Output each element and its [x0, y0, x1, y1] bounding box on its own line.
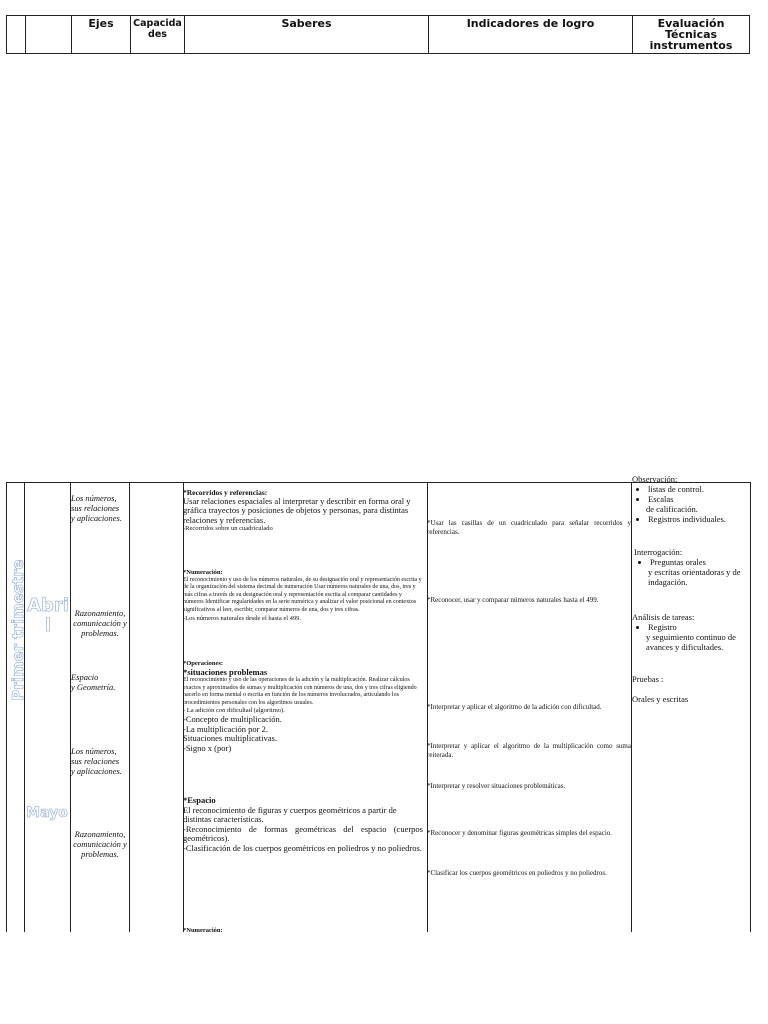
saber-operaciones — [183, 660, 423, 753]
eval-pruebas-title: Pruebas : — [632, 674, 664, 684]
eval-analisis — [632, 612, 750, 652]
eval-item: • listas de control. — [648, 484, 750, 494]
saber-espacio — [183, 796, 423, 853]
indicador-3: *Interpretar y aplicar el algoritmo de la adición con dificultad. — [427, 703, 602, 711]
eval-item: • Registro — [648, 622, 750, 632]
month-may: Mayo — [26, 805, 68, 821]
indicador-6: *Reconocer y denominar figuras geométricas simples del espacio. — [427, 829, 613, 837]
eval-item-cont: y escritas orientadoras y de indagación. — [648, 567, 741, 587]
eval-title: Observación: — [632, 474, 678, 484]
saber-title: *Espacio — [183, 795, 216, 805]
saber-item: -Clasificación de los cuerpos geométricos en poliedros y no poliedros. — [183, 842, 422, 853]
saber-text: El reconocimiento de figuras y cuerpos geométricos a partir de distintas características. — [183, 804, 397, 824]
saber-title: *Operaciones: — [183, 660, 224, 667]
month-april: Abri l — [27, 595, 69, 636]
table-divider — [24, 482, 25, 932]
eval-interrogacion — [634, 547, 752, 587]
saber-item: -Los números naturales desde el hasta el 499. — [183, 614, 302, 622]
saber-text: El reconocimiento y uso de los números naturales, de su designación oral y representación escrita y de la organización del sistema decimal de numeración Usar números naturales de una, dos, tres y más cifras a través de su designación oral y representación escrita al comparar cantidades y números Identificar regularidades en la serie numérica y analizar el valor posicional en contextos significativos al leer, escribir, comparar números de una, dos y tres cifras. — [183, 576, 422, 613]
eval-item: • Registros individuales. — [648, 514, 750, 524]
header-evaluacion: Evaluación Técnicas instrumentos — [649, 17, 733, 52]
eje-razonamiento-2: Razonamiento, comunicación y problemas. — [73, 829, 127, 859]
eval-item-cont: y seguimiento continuo de avances y dificultades. — [646, 632, 736, 652]
saber-title: *Numeración: — [183, 927, 223, 932]
table-divider — [631, 482, 632, 932]
table-divider — [129, 482, 130, 932]
indicador-5: *Interpretar y resolver situaciones problemáticas. — [427, 782, 566, 790]
indicador-4: *Interpretar y aplicar el algoritmo de la multiplicación como suma reiterada. — [427, 742, 631, 759]
header-cell-2 — [26, 16, 72, 53]
header-indicadores: Indicadores de logro — [429, 16, 633, 53]
eval-item: • Escalas — [648, 494, 750, 504]
eje-espacio: Espacio y Geometría. — [71, 672, 116, 692]
saber-recorridos — [183, 489, 423, 533]
saber-item: -Reconocimiento de formas geométricas del espacio (cuerpos geométricos). — [183, 823, 423, 843]
eje-numeros-2: Los números, sus relaciones y aplicaciones. — [71, 746, 122, 776]
eval-title: Análisis de tareas: — [632, 612, 695, 622]
saber-item: -Concepto de multiplicación. — [183, 714, 282, 725]
saber-numeracion — [183, 569, 423, 622]
eval-observacion — [632, 474, 750, 524]
indicador-2: *Reconocer, usar y comparar números naturales hasta el 499. — [427, 596, 599, 604]
saber-item: -Signo x (por) — [183, 742, 232, 753]
saber-title: *Numeración: — [183, 569, 223, 576]
saber-text: El reconocimiento y uso de las operaciones de la adición y la multiplicación. Realizar cálculos exactos y aproximados de sumas y multiplicación con números de una, dos y tres cifras eligiendo hacerlo en forma mental o escrita en función de los números involucrados, articulando los procedimientos personales con los algoritmos usuales. — [183, 677, 417, 706]
header-capacidades: Capacida des — [131, 16, 185, 53]
header-ejes: Ejes — [72, 16, 131, 53]
indicador-7: *Clasificar los cuerpos geométricos en poliedros y no poliedros. — [427, 869, 607, 877]
header-cell-1 — [7, 16, 26, 53]
header-row — [6, 15, 750, 54]
saber-numeracion-2 — [183, 927, 423, 932]
saber-subtitle: *situaciones problemas — [183, 666, 268, 677]
header-saberes: Saberes — [185, 16, 429, 53]
table-divider — [70, 482, 71, 932]
eval-item-cont: de calificación. — [646, 504, 698, 514]
saber-item: -Recorridos sobre un cuadriculado — [183, 525, 273, 533]
saber-title: *Recorridos y referencias: — [183, 488, 268, 497]
saber-item: - La adición con dificultad (algoritmo). — [183, 707, 285, 715]
eval-title: Interrogación: — [634, 547, 683, 557]
eval-item: • Preguntas orales — [650, 557, 752, 567]
saber-item: -La multiplicación por 2. — [183, 723, 268, 734]
table-border-left — [6, 482, 7, 932]
eje-razonamiento-1: Razonamiento, comunicación y problemas. — [73, 608, 127, 638]
eje-numeros-1: Los números, sus relaciones y aplicaciones. — [71, 493, 122, 523]
eval-pruebas-text: Orales y escritas — [632, 694, 689, 704]
indicador-1: *Usar las casillas de un cuadriculado para señalar recorridos y referencias. — [427, 519, 631, 536]
semester-text: Primer trimestre — [9, 559, 27, 701]
saber-item: Situaciones multiplicativas. — [183, 733, 277, 744]
saber-text: Usar relaciones espaciales al interpretar y describir en forma oral y gráfica trayectos y posiciones de objetos y personas, para distintas relaciones y referencias. — [183, 495, 411, 525]
